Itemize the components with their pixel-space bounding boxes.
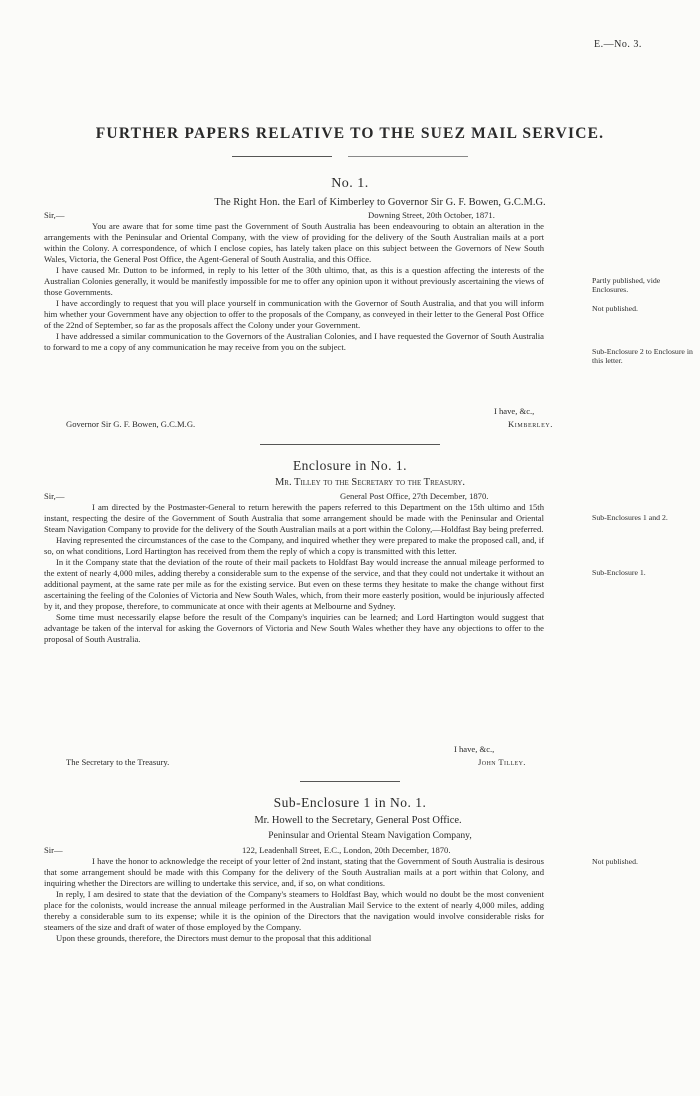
margin-note: Sub-Enclosures 1 and 2. (592, 513, 668, 522)
page-title: FURTHER PAPERS RELATIVE TO THE SUEZ MAIL SERVICE. (95, 125, 605, 142)
doc2-body (44, 502, 544, 645)
doc3-paragraph: I have the honor to acknowledge the receipt of your letter of 2nd instant, stating that the Government of South Australia is desirous that some arrangement should be made with this Company for the delivery of the South Australian mails at a port within that Colony, and inquiring whether the Directors are willing to undertake this service, and, if so, on what conditions. (44, 856, 544, 888)
doc2-paragraph: Having represented the circumstances of the case to the Company, and inquired whether they were prepared to make the proposed call, and, if so, on what conditions, Lord Hartington has received from them the reply of which a copy is transmitted with this letter. (44, 535, 544, 556)
doc1-number: No. 1. (331, 176, 369, 191)
doc1-paragraph: I have addressed a similar communication to the Governors of the Australian Colonies, and I have requested the Governor of South Australia to forward to me a copy of any communication he may receive from you on the subject. (44, 331, 544, 352)
margin-note: Partly published, vide Enclosures. (592, 276, 661, 294)
doc2-paragraph: Some time must necessarily elapse before the result of the Company's inquiries can be learned; and Lord Hartington would suggest that advantage be taken of the interval for asking the Governors of Victoria and New South Wales whether they have any objections to offer to the proposal of South Australia. (44, 612, 544, 644)
section-divider (260, 444, 440, 445)
doc3-salutation: Sir— (44, 845, 63, 855)
doc2-paragraph: I am directed by the Postmaster-General to return herewith the papers referred to this Department on the 15th ultimo and 15th instant, respecting the desire of the Government of South Australia that some arrangement should be made with the Peninsular and Oriental Steam Navigation Company to provide for the delivery of the South Australian mails at a port within the Colony,—Holdfast Bay being preferred. (44, 502, 544, 534)
doc2-signature: John Tilley. (478, 757, 526, 767)
doc1-paragraph: I have caused Mr. Dutton to be informed, in reply to his letter of the 30th ultimo, that, as this is a question affecting the interests of the Australian Colonies generally, it would be manifestly impossible for me to offer any opinion upon it without previously ascertaining the views of those Governments. (44, 265, 544, 297)
margin-note: Not published. (592, 857, 638, 866)
doc2-closing: I have, &c., (454, 744, 495, 754)
doc1-addressee: Governor Sir G. F. Bowen, G.C.M.G. (66, 419, 196, 429)
doc1-from-to: The Right Hon. the Earl of Kimberley to Governor Sir G. F. Bowen, G.C.M.G. (214, 197, 546, 208)
doc2-paragraph: In it the Company state that the deviation of the route of their mail packets to Holdfast Bay would increase the annual mileage performed to the extent of nearly 4,000 miles, adding thereby a considerable sum to the expense of the service, and that they could not undertake it without an additional payment, at the same rate per mile as for the existing service. But even on these terms they hesitate to make the change without first ascertaining the feeling of the Colonies of Victoria and New South Wales, which, from their more easterly position, would be injuriously affected by it, and they propose, therefore, to communicate at once with their agents at Melbourne and Sydney. (44, 557, 544, 611)
doc3-paragraph: Upon these grounds, therefore, the Directors must demur to the proposal that this additional (56, 933, 372, 943)
section-divider (300, 781, 400, 782)
doc3-from-to: Mr. Howell to the Secretary, General Post Office. (254, 815, 462, 826)
doc3-heading: Sub-Enclosure 1 in No. 1. (273, 795, 427, 810)
doc1-signature: Kimberley. (508, 419, 554, 429)
doc1-paragraph: You are aware that for some time past the Government of South Australia has been endeavouring to obtain an alteration in the arrangements with the Peninsular and Oriental Company, with the view of providing for the delivery of the South Australian mails at a port within the Colony. A correspondence, of which I enclose copies, has lately taken place on this subject between the Governors of New South Wales, Victoria, the General Post Office, the Agent-General of South Australia, and this Office. (44, 221, 544, 264)
doc2-place-date: General Post Office, 27th December, 1870. (340, 491, 489, 501)
document-reference: E.—No. 3. (594, 39, 642, 50)
doc3-body (44, 856, 544, 944)
doc1-place-date: Downing Street, 20th October, 1871. (368, 210, 495, 220)
doc3-org: Peninsular and Oriental Steam Navigation Company, (268, 830, 472, 841)
margin-note: Not published. (592, 304, 638, 313)
title-rule (232, 156, 332, 157)
doc2-addressee: The Secretary to the Treasury. (66, 757, 170, 767)
margin-note: Sub-Enclosure 1. (592, 568, 646, 577)
doc1-salutation: Sir,— (44, 210, 65, 220)
margin-note: Sub-Enclosure 2 to Enclosure in this letter. (592, 347, 693, 365)
doc2-heading: Enclosure in No. 1. (292, 458, 408, 473)
doc3-paragraph: In reply, I am desired to state that the deviation of the Company's steamers to Holdfast Bay, which would no doubt be the most convenient place for the colonists, would increase the annual mileage performed in the Australian Mail Service to the extent of nearly 4,000 miles, adding thereby a considerable sum to its expense; while it is the opinion of the Directors that the navigation would involve considerable risks for steamers of the size and draft of water of those employed by the Company. (44, 889, 544, 932)
doc2-from-to: Mr. Tilley to the Secretary to the Treasury. (274, 477, 466, 488)
doc2-salutation: Sir,— (44, 491, 65, 501)
doc1-closing: I have, &c., (494, 406, 535, 416)
doc1-paragraph: I have accordingly to request that you will place yourself in communication with the Governor of South Australia, and that you will inform him whether your Government have any objection to offer to the proposals of the Company, as conveyed in their letter to the General Post Office of the 22nd of September, so far as the proposals affect the Colony under your Government. (44, 298, 544, 330)
doc1-body (44, 221, 544, 353)
doc3-place-date: 122, Leadenhall Street, E.C., London, 20th December, 1870. (242, 845, 451, 855)
title-rule-right (348, 156, 468, 157)
